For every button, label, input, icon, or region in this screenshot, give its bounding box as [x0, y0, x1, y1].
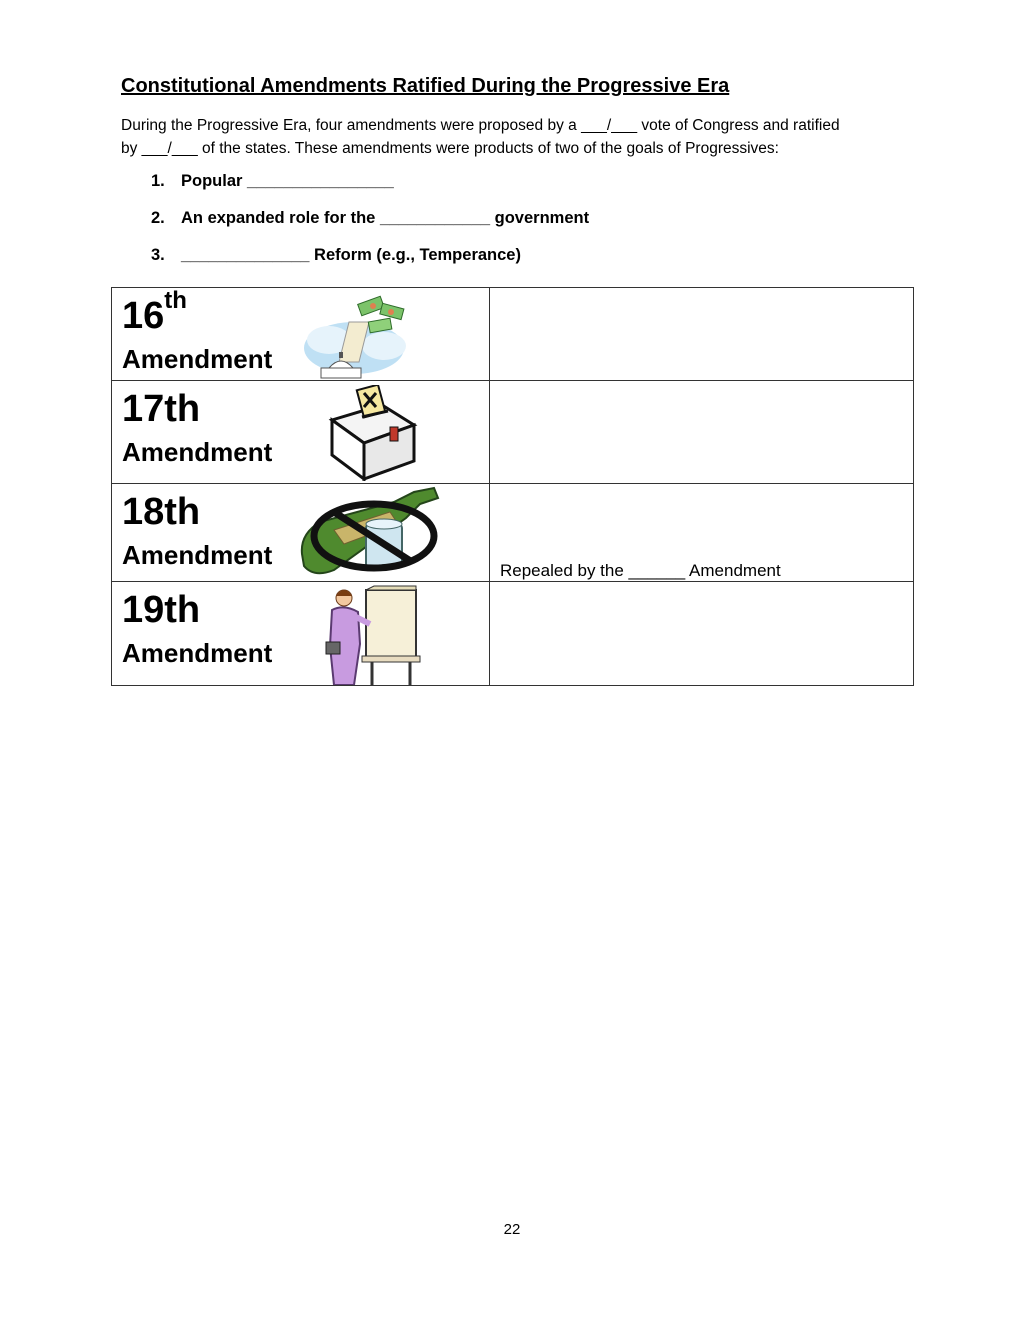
- page-title: Constitutional Amendments Ratified During the Progressive Era: [121, 75, 730, 97]
- amendment-notes-cell: [490, 381, 914, 484]
- table-row: [112, 582, 914, 686]
- woman-voting-icon: [322, 584, 422, 685]
- amendment-number: 16th: [122, 287, 187, 337]
- goal-number: 2.: [151, 209, 165, 227]
- amendment-label-cell: [112, 288, 490, 381]
- goal-number: 3.: [151, 246, 165, 264]
- amendment-notes-cell: [490, 288, 914, 381]
- money-capitol-icon: [299, 292, 414, 380]
- intro-line-1: During the Progressive Era, four amendments were proposed by a ___/___ vote of Congress and ratified: [121, 117, 840, 134]
- intro-paragraph: [121, 114, 921, 160]
- amendment-word: Amendment: [122, 540, 273, 570]
- amendment-label-cell: [112, 582, 490, 686]
- repealed-note: Repealed by the ______ Amendment: [500, 561, 781, 580]
- amendment-number: 19th: [122, 589, 201, 631]
- table-row: [112, 288, 914, 381]
- goal-text: Popular ________________: [181, 172, 394, 190]
- table-row: [112, 381, 914, 484]
- intro-line-2: by ___/___ of the states. These amendments were products of two of the goals of Progressives:: [121, 140, 779, 157]
- goal-number: 1.: [151, 172, 165, 190]
- amendment-number: 18th: [122, 491, 201, 533]
- amendment-notes-cell: [490, 484, 914, 582]
- amendments-table: [111, 287, 914, 686]
- amendment-label-cell: [112, 484, 490, 582]
- amendment-notes-cell: [490, 582, 914, 686]
- amendment-label-cell: [112, 381, 490, 484]
- table-row: [112, 484, 914, 582]
- amendment-number: 17th: [122, 388, 201, 430]
- amendment-word: Amendment: [122, 437, 273, 467]
- no-alcohol-icon: [294, 484, 440, 580]
- goal-text: An expanded role for the ____________ government: [181, 209, 590, 227]
- amendment-word: Amendment: [122, 344, 273, 374]
- page-number: 22: [503, 1221, 521, 1238]
- ballot-box-icon: [322, 385, 422, 481]
- goal-text: ______________ Reform (e.g., Temperance): [181, 246, 521, 264]
- amendment-word: Amendment: [122, 638, 273, 668]
